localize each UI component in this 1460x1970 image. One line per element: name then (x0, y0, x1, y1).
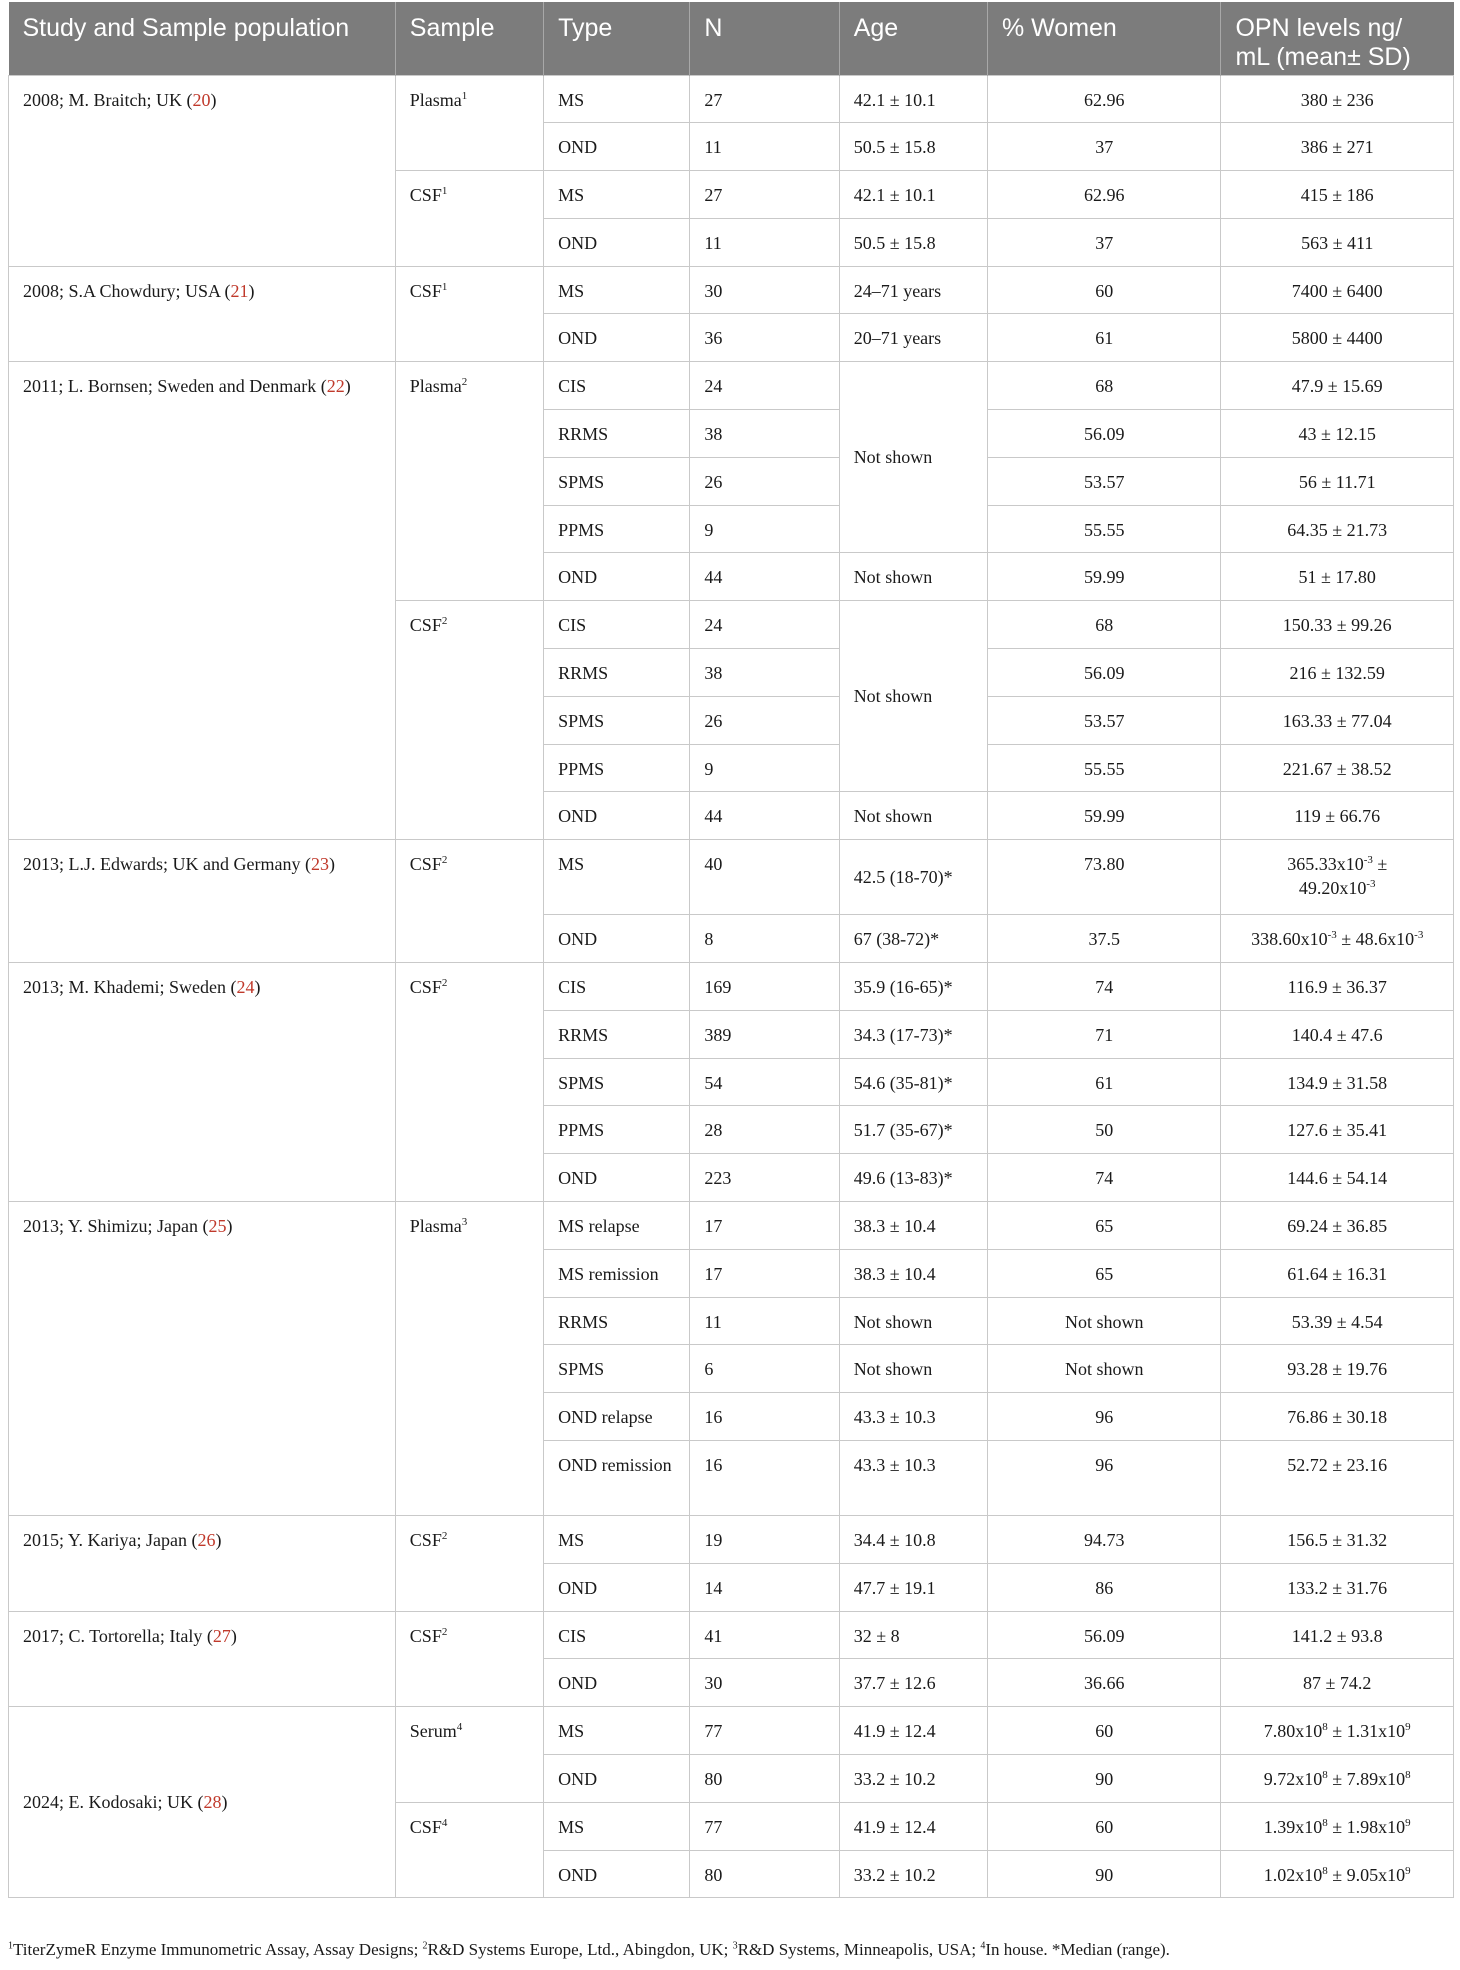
opn-cell: 415 ± 186 (1221, 171, 1454, 219)
study-cell: 2015; Y. Kariya; Japan (26) (9, 1516, 396, 1612)
opn-cell (1221, 1850, 1454, 1898)
sample-cell (395, 963, 543, 1202)
opn-cell: 51 ± 17.80 (1221, 553, 1454, 601)
opn-cell: 141.2 ± 93.8 (1221, 1611, 1454, 1659)
sample-label: CSF (409, 615, 442, 636)
type-cell: OND (544, 1850, 690, 1898)
study-name: 2024; E. Kodosaki; UK ( (23, 1792, 204, 1813)
opn-cell: 87 ± 74.2 (1221, 1659, 1454, 1707)
age-cell: 43.3 ± 10.3 (839, 1393, 987, 1441)
footnote-marker: 2 (441, 615, 448, 628)
opn-cell: 47.9 ± 15.69 (1221, 362, 1454, 410)
n-cell: 80 (690, 1850, 839, 1898)
opn-cell: 563 ± 411 (1221, 218, 1454, 266)
women-cell: 56.09 (987, 1611, 1220, 1659)
age-cell-merged: Not shown (839, 362, 987, 553)
type-cell: OND (544, 915, 690, 963)
type-cell: MS (544, 840, 690, 915)
women-cell: 37.5 (987, 915, 1220, 963)
table-body (9, 75, 1454, 1898)
opn-cell: 216 ± 132.59 (1221, 649, 1454, 697)
footnote-marker: 2 (441, 854, 448, 867)
table-row (9, 75, 1454, 123)
sample-cell (395, 171, 543, 267)
study-name: 2008; M. Braitch; UK ( (23, 89, 193, 110)
women-cell: 60 (987, 266, 1220, 314)
column-header: % Women (987, 2, 1220, 75)
age-cell: 32 ± 8 (839, 1611, 987, 1659)
table-row (9, 1611, 1454, 1659)
opn-cell (1221, 915, 1454, 963)
type-cell: SPMS (544, 696, 690, 744)
type-cell: OND (544, 1755, 690, 1803)
opn-exponent: 8 (1322, 1721, 1328, 1734)
footnote-text: TiterZymeR Enzyme Immunometric Assay, Assay Designs; (13, 1940, 423, 1959)
table-row (9, 1516, 1454, 1564)
study-cell: 2011; L. Bornsen; Sweden and Denmark (22) (9, 362, 396, 840)
opn-cell: 5800 ± 4400 (1221, 314, 1454, 362)
opn-exponent: -3 (1363, 854, 1373, 867)
table-row (9, 266, 1454, 314)
age-cell: 41.9 ± 12.4 (839, 1802, 987, 1850)
sample-cell (395, 75, 543, 171)
age-cell: 33.2 ± 10.2 (839, 1755, 987, 1803)
opn-exponent: 9 (1405, 1816, 1411, 1829)
type-cell: OND (544, 1154, 690, 1202)
women-cell: 74 (987, 963, 1220, 1011)
reference-link[interactable]: 25 (208, 1216, 227, 1237)
women-cell: 50 (987, 1106, 1220, 1154)
age-cell: Not shown (839, 1297, 987, 1345)
opn-studies-table (8, 2, 1454, 1898)
type-cell: OND relapse (544, 1393, 690, 1441)
age-cell: 37.7 ± 12.6 (839, 1659, 987, 1707)
opn-cell: 119 ± 66.76 (1221, 792, 1454, 840)
type-cell: OND (544, 1659, 690, 1707)
opn-exponent: -3 (1366, 878, 1376, 891)
type-cell: OND (544, 553, 690, 601)
n-cell: 77 (690, 1707, 839, 1755)
women-cell: 90 (987, 1850, 1220, 1898)
table-footnote (8, 1939, 1454, 1961)
opn-exponent: 9 (1405, 1864, 1411, 1877)
sample-label: Plasma (409, 376, 462, 397)
age-cell: 51.7 (35-67)* (839, 1106, 987, 1154)
women-cell: 71 (987, 1010, 1220, 1058)
opn-value: 1.02x10 (1263, 1864, 1323, 1885)
n-cell: 41 (690, 1611, 839, 1659)
age-cell: Not shown (839, 792, 987, 840)
age-cell: 49.6 (13-83)* (839, 1154, 987, 1202)
women-cell: 68 (987, 362, 1220, 410)
opn-cell (1221, 1755, 1454, 1803)
study-name: 2013; L.J. Edwards; UK and Germany ( (23, 854, 311, 875)
women-cell: 53.57 (987, 457, 1220, 505)
opn-cell: 134.9 ± 31.58 (1221, 1058, 1454, 1106)
sample-cell (395, 362, 543, 601)
age-cell: 34.3 (17-73)* (839, 1010, 987, 1058)
age-cell: 20–71 years (839, 314, 987, 362)
n-cell: 27 (690, 171, 839, 219)
opn-cell: 386 ± 271 (1221, 123, 1454, 171)
type-cell: CIS (544, 601, 690, 649)
women-cell: 59.99 (987, 792, 1220, 840)
type-cell: SPMS (544, 1058, 690, 1106)
age-cell: 34.4 ± 10.8 (839, 1516, 987, 1564)
type-cell: SPMS (544, 1345, 690, 1393)
column-header: Sample (395, 2, 543, 75)
opn-cell: 221.67 ± 38.52 (1221, 744, 1454, 792)
opn-cell: 133.2 ± 31.76 (1221, 1563, 1454, 1611)
opn-cell: 76.86 ± 30.18 (1221, 1393, 1454, 1441)
age-cell: Not shown (839, 1345, 987, 1393)
age-cell: 42.1 ± 10.1 (839, 75, 987, 123)
footnote-marker: 2 (441, 1530, 448, 1543)
type-cell: PPMS (544, 505, 690, 553)
opn-cell: 156.5 ± 31.32 (1221, 1516, 1454, 1564)
reference-link[interactable]: 23 (310, 854, 329, 875)
women-cell: 37 (987, 123, 1220, 171)
opn-cell: 56 ± 11.71 (1221, 457, 1454, 505)
opn-cell: 163.33 ± 77.04 (1221, 696, 1454, 744)
footnote-marker: 1 (441, 185, 448, 198)
n-cell: 28 (690, 1106, 839, 1154)
n-cell: 19 (690, 1516, 839, 1564)
opn-cell: 150.33 ± 99.26 (1221, 601, 1454, 649)
opn-cell (1221, 1802, 1454, 1850)
type-cell: MS (544, 171, 690, 219)
women-cell: 90 (987, 1755, 1220, 1803)
age-cell: 33.2 ± 10.2 (839, 1850, 987, 1898)
n-cell: 77 (690, 1802, 839, 1850)
type-cell: OND remission (544, 1441, 690, 1516)
study-name: 2015; Y. Kariya; Japan ( (23, 1530, 198, 1551)
study-cell: 2013; Y. Shimizu; Japan (25) (9, 1202, 396, 1516)
n-cell: 24 (690, 601, 839, 649)
age-cell: 24–71 years (839, 266, 987, 314)
n-cell: 38 (690, 649, 839, 697)
age-cell: 41.9 ± 12.4 (839, 1707, 987, 1755)
n-cell: 9 (690, 505, 839, 553)
n-cell: 169 (690, 963, 839, 1011)
n-cell: 26 (690, 696, 839, 744)
reference-link[interactable]: 22 (326, 376, 345, 397)
n-cell: 6 (690, 1345, 839, 1393)
sample-label: CSF (409, 977, 442, 998)
footnote-marker: 4 (441, 1816, 448, 1829)
age-cell: 67 (38-72)* (839, 915, 987, 963)
opn-cell: 127.6 ± 35.41 (1221, 1106, 1454, 1154)
type-cell: MS (544, 75, 690, 123)
reference-link[interactable]: 20 (192, 89, 211, 110)
footnote-marker: 2 (422, 1940, 428, 1952)
type-cell: SPMS (544, 457, 690, 505)
opn-cell: 61.64 ± 16.31 (1221, 1249, 1454, 1297)
type-cell: OND (544, 123, 690, 171)
opn-value: 365.33x10 (1287, 854, 1364, 875)
footnote-marker: 4 (456, 1721, 463, 1734)
n-cell: 40 (690, 840, 839, 915)
study-name: 2008; S.A Chowdury; USA ( (23, 280, 231, 301)
age-cell: Not shown (839, 553, 987, 601)
sample-cell (395, 266, 543, 362)
table-row (9, 840, 1454, 915)
n-cell: 17 (690, 1202, 839, 1250)
opn-value: 338.60x10 (1251, 929, 1328, 950)
n-cell: 11 (690, 218, 839, 266)
n-cell: 27 (690, 75, 839, 123)
study-name: 2013; Y. Shimizu; Japan ( (23, 1216, 209, 1237)
study-name: 2011; L. Bornsen; Sweden and Denmark ( (23, 376, 327, 397)
women-cell: Not shown (987, 1345, 1220, 1393)
women-cell: 55.55 (987, 744, 1220, 792)
n-cell: 14 (690, 1563, 839, 1611)
n-cell: 8 (690, 915, 839, 963)
n-cell: 80 (690, 1755, 839, 1803)
opn-cell: 43 ± 12.15 (1221, 410, 1454, 458)
type-cell: MS (544, 1707, 690, 1755)
women-cell: 56.09 (987, 649, 1220, 697)
women-cell: 74 (987, 1154, 1220, 1202)
sample-label: CSF (409, 854, 442, 875)
women-cell: 61 (987, 314, 1220, 362)
footnote-marker: 1 (441, 280, 448, 293)
opn-value: ± 9.05x10 (1327, 1864, 1406, 1885)
age-cell: 50.5 ± 15.8 (839, 123, 987, 171)
type-cell: OND (544, 792, 690, 840)
table-row (9, 1707, 1454, 1755)
age-cell: 43.3 ± 10.3 (839, 1441, 987, 1516)
n-cell: 9 (690, 744, 839, 792)
women-cell: 60 (987, 1802, 1220, 1850)
n-cell: 17 (690, 1249, 839, 1297)
opn-cell: 69.24 ± 36.85 (1221, 1202, 1454, 1250)
women-cell: 62.96 (987, 171, 1220, 219)
n-cell: 26 (690, 457, 839, 505)
study-cell: 2017; C. Tortorella; Italy (27) (9, 1611, 396, 1707)
women-cell: 68 (987, 601, 1220, 649)
reference-link[interactable]: 28 (203, 1792, 222, 1813)
sample-cell (395, 1707, 543, 1803)
women-cell: 65 (987, 1202, 1220, 1250)
women-cell: 36.66 (987, 1659, 1220, 1707)
n-cell: 11 (690, 1297, 839, 1345)
opn-exponent: 8 (1405, 1769, 1411, 1781)
n-cell: 54 (690, 1058, 839, 1106)
study-name: 2017; C. Tortorella; Italy ( (23, 1625, 213, 1646)
women-cell: 86 (987, 1563, 1220, 1611)
opn-exponent: 8 (1322, 1769, 1328, 1781)
opn-cell (1221, 840, 1454, 915)
table-row (9, 1202, 1454, 1250)
study-name: 2013; M. Khademi; Sweden ( (23, 977, 237, 998)
table-header (9, 2, 1454, 75)
sample-label: Plasma (409, 89, 462, 110)
column-header: N (690, 2, 839, 75)
footnote-marker: 3 (461, 1216, 468, 1229)
age-cell: 35.9 (16-65)* (839, 963, 987, 1011)
women-cell: 56.09 (987, 410, 1220, 458)
opn-cell: 380 ± 236 (1221, 75, 1454, 123)
age-cell: 42.1 ± 10.1 (839, 171, 987, 219)
type-cell: MS (544, 1516, 690, 1564)
n-cell: 30 (690, 1659, 839, 1707)
opn-value: 9.72x10 (1263, 1769, 1323, 1789)
n-cell: 24 (690, 362, 839, 410)
n-cell: 30 (690, 266, 839, 314)
type-cell: MS (544, 266, 690, 314)
footnote-marker: 3 (732, 1940, 738, 1952)
reference-link[interactable]: 27 (212, 1625, 231, 1646)
sample-label: CSF (409, 1625, 442, 1646)
column-header: Study and Sample population (9, 2, 396, 75)
women-cell: 65 (987, 1249, 1220, 1297)
table-row (9, 963, 1454, 1011)
column-header: Type (544, 2, 690, 75)
women-cell: Not shown (987, 1297, 1220, 1345)
n-cell: 16 (690, 1393, 839, 1441)
opn-value: ± 48.6x10 (1336, 929, 1415, 950)
age-cell: 47.7 ± 19.1 (839, 1563, 987, 1611)
n-cell: 44 (690, 553, 839, 601)
sample-cell (395, 1202, 543, 1516)
sample-label: CSF (409, 1530, 442, 1551)
women-cell: 96 (987, 1441, 1220, 1516)
opn-cell: 7400 ± 6400 (1221, 266, 1454, 314)
footnote-marker: 2 (441, 977, 448, 990)
opn-cell: 64.35 ± 21.73 (1221, 505, 1454, 553)
age-cell-merged: Not shown (839, 601, 987, 792)
type-cell: RRMS (544, 1010, 690, 1058)
opn-value: ± 1.31x10 (1327, 1721, 1406, 1742)
type-cell: RRMS (544, 649, 690, 697)
study-cell: 2024; E. Kodosaki; UK (28) (9, 1707, 396, 1898)
type-cell: MS (544, 1802, 690, 1850)
opn-value: ± 1.98x10 (1327, 1816, 1406, 1837)
opn-value: 7.80x10 (1263, 1721, 1323, 1742)
opn-cell: 116.9 ± 36.37 (1221, 963, 1454, 1011)
women-cell: 59.99 (987, 553, 1220, 601)
sample-cell (395, 1516, 543, 1612)
sample-cell (395, 840, 543, 963)
women-cell: 60 (987, 1707, 1220, 1755)
column-header: Age (839, 2, 987, 75)
sample-cell (395, 1802, 543, 1898)
n-cell: 223 (690, 1154, 839, 1202)
column-header: OPN levels ng/ mL (mean± SD) (1221, 2, 1454, 75)
n-cell: 11 (690, 123, 839, 171)
opn-exponent: 8 (1322, 1816, 1328, 1829)
n-cell: 389 (690, 1010, 839, 1058)
type-cell: MS relapse (544, 1202, 690, 1250)
opn-cell: 140.4 ± 47.6 (1221, 1010, 1454, 1058)
age-cell: 42.5 (18-70)* (839, 840, 987, 915)
study-cell: 2013; L.J. Edwards; UK and Germany (23) (9, 840, 396, 963)
type-cell: OND (544, 218, 690, 266)
women-cell: 55.55 (987, 505, 1220, 553)
opn-value: 1.39x10 (1263, 1816, 1323, 1837)
women-cell: 96 (987, 1393, 1220, 1441)
age-cell: 38.3 ± 10.4 (839, 1249, 987, 1297)
footnote-text: R&D Systems Europe, Ltd., Abingdon, UK; (427, 1940, 733, 1959)
footnote-marker: 1 (461, 89, 468, 102)
reference-link[interactable]: 24 (236, 977, 255, 998)
n-cell: 16 (690, 1441, 839, 1516)
footnote-marker: 2 (441, 1625, 448, 1638)
type-cell: CIS (544, 362, 690, 410)
type-cell: OND (544, 1563, 690, 1611)
opn-cell: 52.72 ± 23.16 (1221, 1441, 1454, 1516)
type-cell: PPMS (544, 744, 690, 792)
type-cell: RRMS (544, 410, 690, 458)
opn-value: ± 7.89x10 (1327, 1769, 1406, 1789)
sample-label: CSF (409, 1816, 442, 1837)
sample-label: CSF (409, 280, 442, 301)
women-cell: 94.73 (987, 1516, 1220, 1564)
footnote-text: In house. *Median (range). (985, 1940, 1170, 1959)
reference-link[interactable]: 21 (230, 280, 249, 301)
women-cell: 53.57 (987, 696, 1220, 744)
age-cell: 54.6 (35-81)* (839, 1058, 987, 1106)
sample-label: CSF (409, 185, 442, 206)
type-cell: CIS (544, 963, 690, 1011)
sample-cell (395, 1611, 543, 1707)
sample-label: Serum (409, 1721, 457, 1742)
n-cell: 38 (690, 410, 839, 458)
footnote-marker: 4 (980, 1940, 986, 1952)
opn-exponent: 8 (1322, 1864, 1328, 1877)
type-cell: OND (544, 314, 690, 362)
footnote-marker: 1 (8, 1940, 13, 1952)
opn-value: ± (1372, 854, 1388, 875)
women-cell: 61 (987, 1058, 1220, 1106)
age-cell: 38.3 ± 10.4 (839, 1202, 987, 1250)
footnote-marker: 2 (461, 376, 468, 389)
sample-cell (395, 601, 543, 840)
women-cell: 73.80 (987, 840, 1220, 915)
opn-cell: 93.28 ± 19.76 (1221, 1345, 1454, 1393)
type-cell: RRMS (544, 1297, 690, 1345)
age-cell: 50.5 ± 15.8 (839, 218, 987, 266)
opn-exponent: -3 (1327, 929, 1337, 942)
opn-value: 49.20x10 (1298, 878, 1367, 899)
type-cell: PPMS (544, 1106, 690, 1154)
opn-exponent: 9 (1405, 1721, 1411, 1734)
n-cell: 44 (690, 792, 839, 840)
opn-cell: 144.6 ± 54.14 (1221, 1154, 1454, 1202)
study-cell: 2013; M. Khademi; Sweden (24) (9, 963, 396, 1202)
women-cell: 37 (987, 218, 1220, 266)
type-cell: MS remission (544, 1249, 690, 1297)
sample-label: Plasma (409, 1216, 462, 1237)
opn-exponent: -3 (1414, 929, 1424, 942)
study-cell: 2008; S.A Chowdury; USA (21) (9, 266, 396, 362)
opn-cell (1221, 1707, 1454, 1755)
opn-cell: 53.39 ± 4.54 (1221, 1297, 1454, 1345)
women-cell: 62.96 (987, 75, 1220, 123)
reference-link[interactable]: 26 (197, 1530, 216, 1551)
type-cell: CIS (544, 1611, 690, 1659)
table-row (9, 362, 1454, 410)
n-cell: 36 (690, 314, 839, 362)
footnote-text: R&D Systems, Minneapolis, USA; (737, 1940, 981, 1959)
study-cell: 2008; M. Braitch; UK (20) (9, 75, 396, 266)
